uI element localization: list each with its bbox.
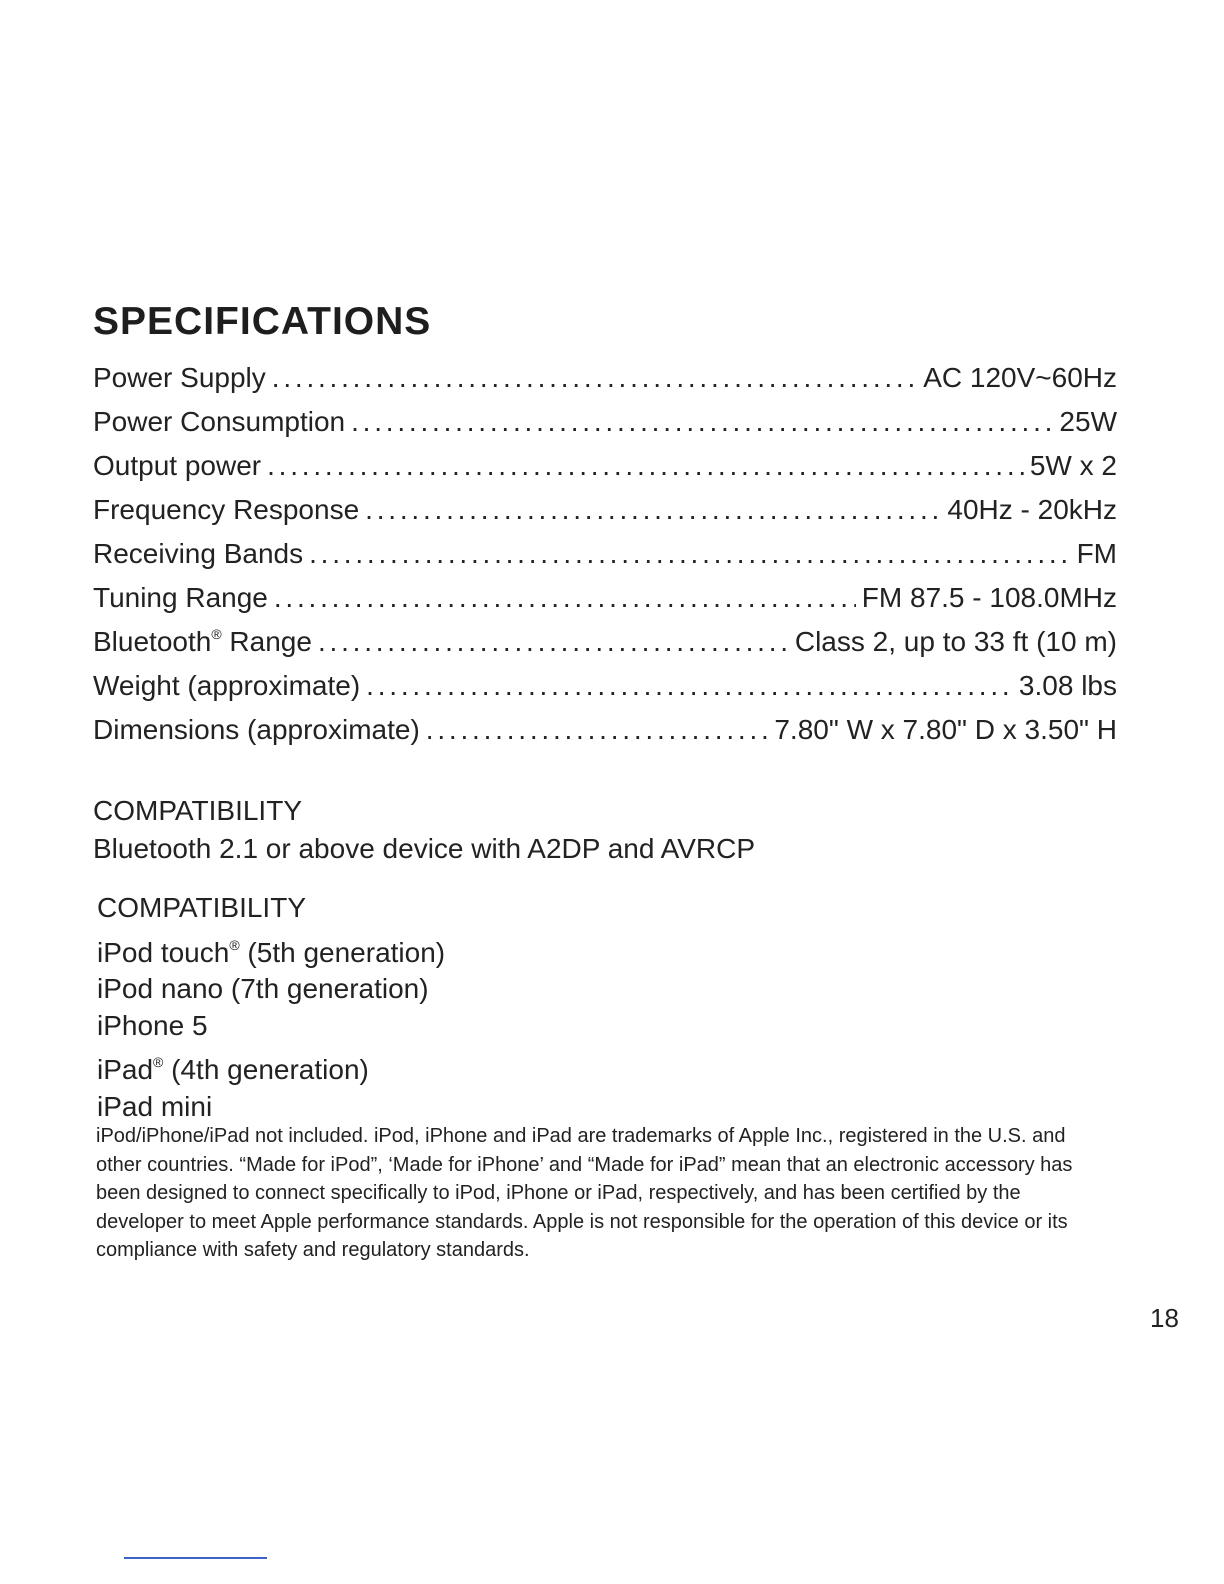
page-title: SPECIFICATIONS — [93, 300, 432, 343]
spec-row — [93, 626, 1117, 670]
list-item — [97, 927, 445, 972]
spec-value: 3.08 lbs — [1018, 670, 1117, 701]
apple-compatibility — [97, 890, 445, 1125]
spec-label: Output power — [93, 450, 262, 481]
device-name: iPad — [97, 1054, 154, 1085]
spec-row — [93, 494, 1117, 538]
spec-label: Power Consumption — [93, 406, 346, 437]
dot-leader — [267, 450, 1024, 482]
list-item: iPad mini — [97, 1090, 213, 1122]
page-number: 18 — [1150, 1303, 1179, 1333]
spec-label: Weight (approximate) — [93, 670, 361, 701]
list-item: iPod nano (7th generation) — [97, 973, 429, 1004]
device-suffix: (4th generation) — [163, 1054, 369, 1085]
spec-row — [93, 670, 1117, 714]
spec-label: Dimensions (approximate) — [93, 714, 420, 745]
list-item — [97, 1044, 445, 1089]
spec-row — [93, 406, 1117, 450]
specifications-list — [93, 362, 1117, 758]
spec-row — [93, 582, 1117, 626]
device-suffix: (5th generation) — [239, 936, 446, 968]
device-name: iPod touch — [97, 936, 230, 968]
spec-value: FM — [1076, 538, 1117, 569]
spec-value: FM 87.5 - 108.0MHz — [861, 582, 1117, 613]
section-title: COMPATIBILITY — [97, 892, 306, 923]
dot-leader — [318, 626, 789, 658]
spec-label: Frequency Response — [93, 494, 360, 525]
spec-label — [93, 626, 312, 658]
dot-leader — [309, 538, 1070, 570]
bluetooth-compatibility — [93, 792, 755, 868]
spec-value: 40Hz - 20kHz — [947, 494, 1117, 525]
dot-leader — [365, 494, 941, 526]
spec-label: Receiving Bands — [93, 538, 304, 569]
dot-leader — [272, 362, 917, 394]
bottom-rule — [124, 1557, 267, 1559]
dot-leader — [366, 670, 1013, 702]
spec-value: Class 2, up to 33 ft (10 m) — [794, 626, 1117, 657]
spec-value: 25W — [1059, 406, 1117, 437]
spec-row — [93, 714, 1117, 758]
spec-value: 7.80" W x 7.80" D x 3.50" H — [774, 714, 1117, 745]
spec-label: Tuning Range — [93, 582, 268, 613]
dot-leader — [426, 714, 769, 746]
registered-mark: ® — [153, 1054, 164, 1070]
spec-row — [93, 450, 1117, 494]
spec-row — [93, 362, 1117, 406]
registered-mark: ® — [229, 936, 240, 953]
spec-label-suffix: Range — [221, 626, 312, 657]
compatibility-text: Bluetooth 2.1 or above device with A2DP and AVRCP — [93, 833, 756, 864]
list-item: iPhone 5 — [97, 1009, 208, 1041]
dot-leader — [274, 582, 856, 614]
section-title: COMPATIBILITY — [93, 795, 302, 826]
spec-value: AC 120V~60Hz — [923, 362, 1117, 393]
dot-leader — [351, 406, 1053, 438]
trademark-disclaimer: iPod/iPhone/iPad not included. iPod, iPhone and iPad are trademarks of Apple Inc., registered in the U.S. and other countries. “Made for iPod”, ‘Made for iPhone’ and “Made for iPad” mean that an electronic accessory has been designed to connect specifically to iPod, iPhone or iPad, respectively, and has been certified by the developer to meet Apple performance standards. Apple is not responsible for the operation of this device or its compliance with safety and regulatory standards. — [96, 1125, 1073, 1261]
spec-row — [93, 538, 1117, 582]
registered-mark: ® — [211, 626, 222, 642]
spec-value: 5W x 2 — [1029, 450, 1117, 481]
spec-label-text: Bluetooth — [93, 626, 212, 657]
spec-label: Power Supply — [93, 362, 266, 393]
